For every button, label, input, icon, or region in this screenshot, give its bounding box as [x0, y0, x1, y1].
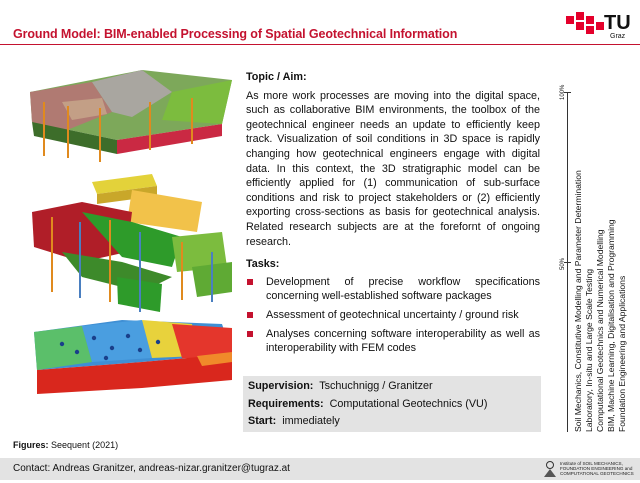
- geological-model-illustrations: [22, 62, 242, 402]
- research-area-label: Soil Mechanics, Constitutive Modelling and Parameter Determination: [573, 170, 583, 432]
- title-divider: [0, 44, 640, 45]
- bullet-icon: [247, 279, 253, 285]
- research-area-label: BIM, Machine Learning, Digitalisation and Programming: [606, 219, 616, 432]
- logo-subtext: Graz: [610, 33, 626, 40]
- scale-label-50: 50%: [560, 257, 566, 270]
- topic-heading: Topic / Aim:: [246, 71, 307, 83]
- institute-emblem-icon: [542, 460, 558, 478]
- main-content: [246, 70, 540, 360]
- fem-heatmap-image: [34, 320, 232, 394]
- tasks-heading: Tasks:: [246, 258, 280, 271]
- bullet-icon: [247, 331, 253, 337]
- institute-logo: [542, 460, 638, 478]
- scale-label-100: 100%: [560, 84, 566, 100]
- task-list: [246, 275, 540, 356]
- logo-wordmark: TU: [604, 12, 631, 34]
- page-title: Ground Model: BIM-enabled Processing of Spatial Geotechnical Information: [13, 27, 458, 41]
- project-info-box: [243, 376, 541, 432]
- tu-graz-logo: [566, 12, 632, 42]
- task-item: Analyses concerning software interoperability as well as interoperability with FEM codes: [246, 327, 540, 356]
- supervision-row: Supervision: Tschuchnigg / Granitzer: [248, 380, 433, 392]
- research-area-label: Laboratory, In-situ and Large Scale Testing: [584, 268, 594, 432]
- start-row: Start: immediately: [248, 415, 340, 427]
- research-area-label: Foundation Engineering and Applications: [617, 275, 627, 432]
- terrain-model-image: [30, 70, 232, 162]
- tu-logo-squares-icon: [566, 12, 604, 42]
- footer-bar: [0, 458, 640, 480]
- research-area-label: Computational Geotechnics and Numerical Modelling: [595, 229, 605, 432]
- institute-name: Institute of SOIL MECHANICS, FOUNDATION ENGINEERING and COMPUTATIONAL GEOTECHNICS: [560, 461, 634, 476]
- task-item: Development of precise workflow specifications concerning well-established software packages: [246, 275, 540, 304]
- topic-paragraph: As more work processes are moving into the digital space, such as collaborative BIM environments, the toolbox of the geotechnical engineer needs an update to efficiently keep track. Visualization of soil conditions in 3D space is rapidly changing how geotechnical engineers engage with digital data. In this context, the 3D stratigraphic model can be efficiently applied for (1) communication of sub-surface conditions and risk to project stakeholders or (2) efficiently exporting cross-sections as basis for geotechnical analysis. Related research subjects are at the forefornt of ongoing research.: [246, 89, 540, 248]
- requirements-row: Requirements: Computational Geotechnics (VU): [248, 397, 488, 410]
- stratigraphic-model-image: [32, 174, 232, 312]
- figure-credit: Figures: Seequent (2021): [13, 440, 119, 450]
- task-item: Assessment of geotechnical uncertainty / ground risk: [246, 308, 540, 323]
- contact-info: Contact: Andreas Granitzer, andreas-nizar.granitzer@tugraz.at: [13, 463, 290, 474]
- bullet-icon: [247, 312, 253, 318]
